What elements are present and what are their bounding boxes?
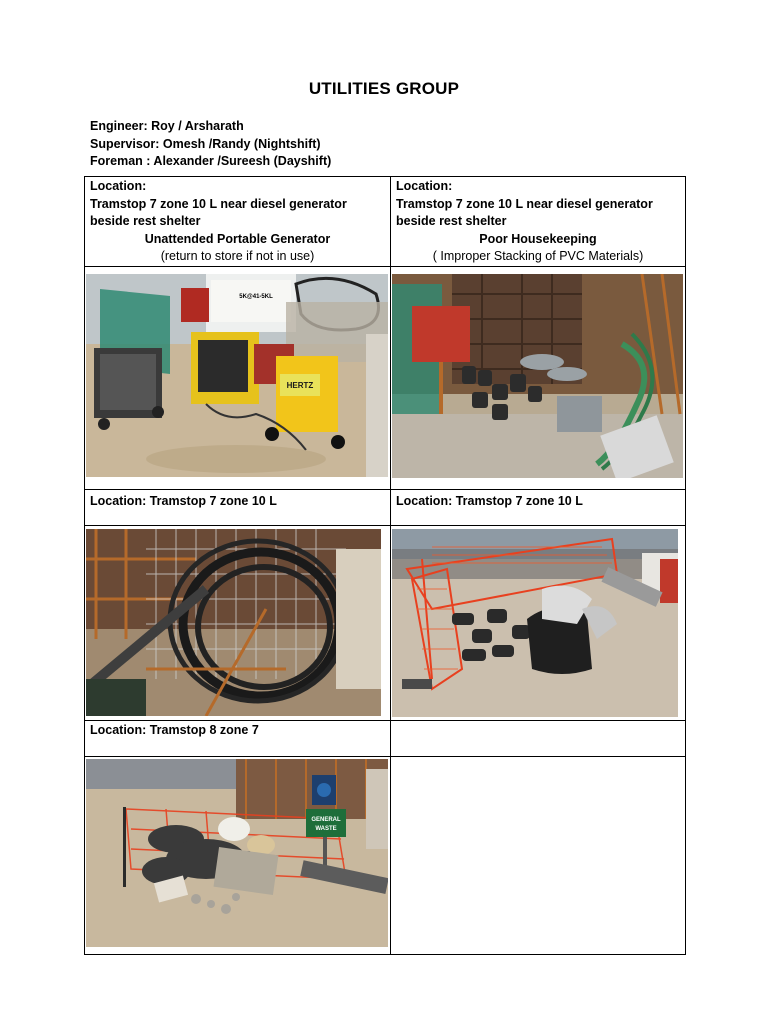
location-text: Location: Tramstop 8 zone 7: [90, 722, 259, 737]
caption-cell-r1-right: [391, 177, 686, 267]
location-label: Location:: [396, 179, 453, 193]
sign-waste: WASTE: [315, 825, 337, 832]
photo-pvc-stacking: [392, 274, 683, 478]
photo-pvc-fittings-barrier: [392, 529, 678, 717]
page-title: UTILITIES GROUP: [308, 79, 460, 98]
foreman-line: Foreman : Alexander /Sureesh (Dayshift): [90, 154, 332, 168]
photo-cell-r2-right: [391, 525, 686, 720]
photo-cell-r2-left: [85, 525, 391, 720]
photo-row-3: [85, 756, 686, 954]
photo-cell-r1-right: [391, 266, 686, 489]
photo-coiled-hdpe-pipe: [86, 529, 381, 716]
location-text: Location: Tramstop 7 zone 10 L: [90, 493, 277, 508]
location-text: [391, 721, 685, 722]
location-label: Location:: [90, 179, 147, 193]
issue-note: (return to store if not in use): [160, 249, 315, 263]
caption-row-3: [85, 720, 686, 756]
caption-cell-r2-left: [85, 489, 391, 525]
location-text: Location: Tramstop 7 zone 10 L: [396, 493, 583, 508]
location-text: Tramstop 7 zone 10 L near diesel generator beside rest shelter: [90, 196, 347, 228]
photo-cell-r1-left: [85, 266, 391, 489]
location-text: Tramstop 7 zone 10 L near diesel generator beside rest shelter: [396, 196, 653, 228]
photo-cell-r3-left: [85, 756, 391, 954]
photo-portable-generators: [86, 274, 388, 477]
caption-cell-r3-right: [391, 720, 686, 756]
inspection-table: [84, 176, 686, 955]
caption-row-1: [85, 177, 686, 267]
empty-photo-cell: [391, 756, 686, 954]
issue-title: Poor Housekeeping: [479, 231, 597, 246]
photo-row-2: [85, 525, 686, 720]
photo-general-waste-pile: [86, 759, 388, 947]
issue-title: Unattended Portable Generator: [144, 231, 331, 246]
issue-note: ( Improper Stacking of PVC Materials): [432, 249, 644, 263]
engineer-line: Engineer: Roy / Arsharath: [90, 119, 244, 133]
caption-cell-r3-left: [85, 720, 391, 756]
sign-general: GENERAL: [311, 816, 341, 823]
generator-label: 5K@41-5KL: [239, 293, 273, 300]
staff-block: [90, 118, 331, 171]
photo-row-1: [85, 266, 686, 489]
caption-cell-r1-left: [85, 177, 391, 267]
caption-cell-r2-right: [391, 489, 686, 525]
hertz-label: HERTZ: [286, 380, 314, 390]
caption-row-2: [85, 489, 686, 525]
supervisor-line: Supervisor: Omesh /Randy (Nightshift): [90, 136, 321, 151]
